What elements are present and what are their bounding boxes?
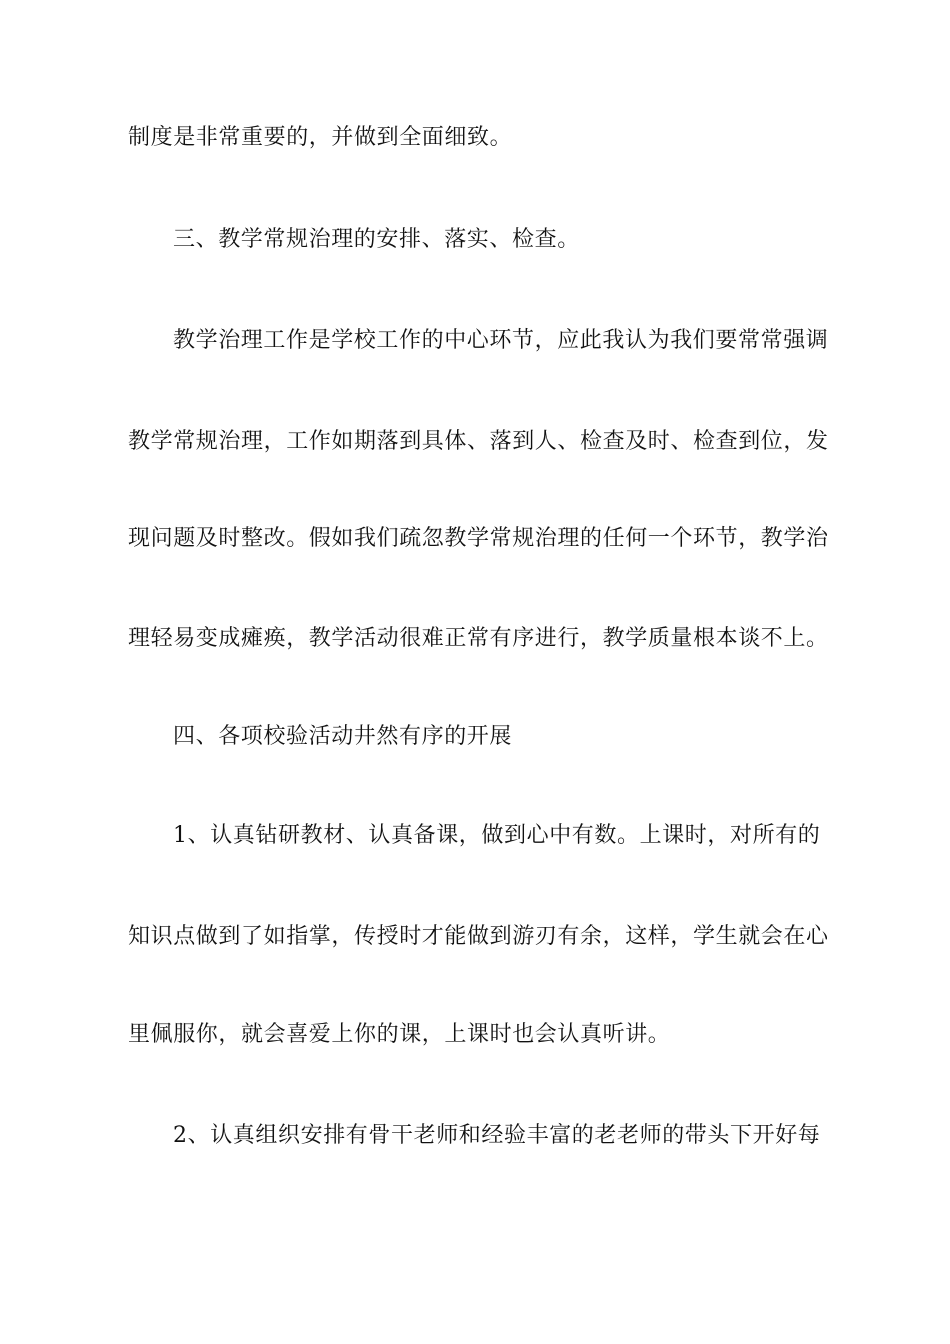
text-line: 理轻易变成瘫痪，教学活动很难正常有序进行，教学质量根本谈不上。 xyxy=(128,626,829,651)
text-line: 现问题及时整改。假如我们疏忽教学常规治理的任何一个环节，教学治 xyxy=(128,526,829,551)
section-heading-3: 三、教学常规治理的安排、落实、检查。 xyxy=(173,227,580,252)
text-line: 教学治理工作是学校工作的中心环节，应此我认为我们要常常强调 xyxy=(173,328,829,353)
text-line: 里佩服你，就会喜爱上你的课，上课时也会认真听讲。 xyxy=(128,1022,671,1047)
text-line: 2、认真组织安排有骨干老师和经验丰富的老老师的带头下开好每 xyxy=(173,1123,821,1148)
text-line: 知识点做到了如指掌，传授时才能做到游刃有余，这样，学生就会在心 xyxy=(128,924,829,949)
section-heading-4: 四、各项校验活动井然有序的开展 xyxy=(173,724,513,749)
text-line: 制度是非常重要的，并做到全面细致。 xyxy=(128,125,513,150)
text-line: 教学常规治理，工作如期落到具体、落到人、检查及时、检查到位，发 xyxy=(128,429,829,454)
text-line: 1、认真钻研教材、认真备课，做到心中有数。上课时，对所有的 xyxy=(173,823,821,848)
